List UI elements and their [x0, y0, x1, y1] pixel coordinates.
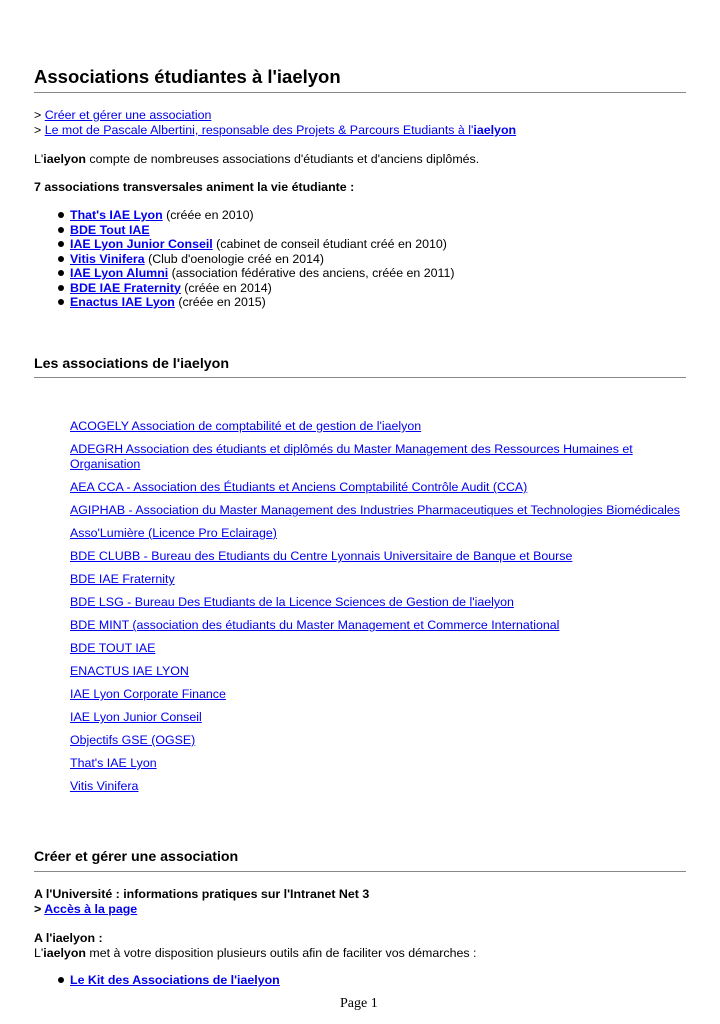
bullet-icon [58, 285, 64, 291]
pascale-albertini-link[interactable]: Le mot de Pascale Albertini, responsable des Projets & Parcours Etudiants à l'iaelyon [44, 123, 517, 137]
transversal-link[interactable]: IAE Lyon Alumni [70, 266, 169, 280]
association-link[interactable]: BDE LSG - Bureau Des Etudiants de la Licence Sciences de Gestion de l'iaelyon [70, 595, 514, 609]
top-link-word: > Le mot de Pascale Albertini, responsable des Projets & Parcours Etudiants à l'iaelyon [34, 123, 517, 137]
list-item [70, 572, 684, 587]
list-item [70, 710, 684, 725]
list-item [70, 419, 684, 434]
list-item [70, 664, 684, 679]
list-item [70, 549, 684, 564]
association-link[interactable]: Objectifs GSE (OGSE) [70, 733, 196, 747]
association-link[interactable]: Vitis Vinifera [70, 779, 139, 793]
transversal-link[interactable]: Vitis Vinifera [70, 251, 145, 266]
section-heading-associations: Les associations de l'iaelyon [34, 356, 229, 372]
bullet-icon [58, 270, 64, 276]
associations-list [70, 419, 684, 802]
list-item: BDE IAE Fraternity (créée en 2014) [34, 281, 455, 296]
page-number: Page 1 [340, 996, 378, 1011]
association-link[interactable]: BDE MINT (association des étudiants du Master Management et Commerce International [70, 618, 560, 632]
list-item: Vitis Vinifera (Club d'oenologie créé en 2014) [34, 252, 455, 267]
association-link[interactable]: That's IAE Lyon [70, 756, 157, 770]
page-title: Associations étudiantes à l'iaelyon [34, 66, 341, 87]
list-item: IAE Lyon Junior Conseil (cabinet de conseil étudiant créé en 2010) [34, 237, 455, 252]
bullet-icon [58, 241, 64, 247]
tools-list [34, 973, 280, 988]
list-item [70, 526, 684, 541]
list-item [70, 480, 684, 495]
bullet-icon [58, 299, 64, 305]
transversal-link[interactable]: BDE Tout IAE [70, 222, 150, 237]
access-page-link[interactable]: Accès à la page [44, 902, 138, 916]
section-rule [34, 871, 686, 872]
transversal-link[interactable]: BDE IAE Fraternity [70, 280, 181, 295]
list-item [34, 973, 280, 988]
section-rule [34, 377, 686, 378]
list-item [70, 687, 684, 702]
association-link[interactable]: AEA CCA - Association des Étudiants et Anciens Comptabilité Contrôle Audit (CCA) [70, 480, 528, 494]
university-link-line: > Accès à la page [34, 902, 138, 916]
association-link[interactable]: AGIPHAB - Association du Master Management des Industries Pharmaceutiques et Technologies Biomédicales [70, 503, 680, 517]
section-heading-create: Créer et gérer une association [34, 849, 239, 865]
intro-text: L'iaelyon compte de nombreuses associations d'étudiants et d'anciens diplômés. [34, 152, 480, 166]
kit-associations-link[interactable]: Le Kit des Associations de l'iaelyon [70, 973, 280, 987]
iaelyon-heading: A l'iaelyon : [34, 931, 103, 945]
list-item [70, 779, 684, 794]
association-link[interactable]: ENACTUS IAE LYON [70, 664, 189, 678]
create-association-link[interactable]: Créer et gérer une association [44, 108, 212, 122]
bullet-icon [58, 977, 64, 983]
list-item [70, 756, 684, 771]
association-link[interactable]: BDE TOUT IAE [70, 641, 156, 655]
list-item: That's IAE Lyon (créée en 2010) [34, 208, 455, 223]
transversal-list [34, 208, 455, 310]
list-item [70, 595, 684, 610]
transversal-link[interactable]: That's IAE Lyon [70, 208, 163, 222]
transversal-link[interactable]: IAE Lyon Junior Conseil [70, 237, 213, 251]
association-link[interactable]: BDE CLUBB - Bureau des Etudiants du Centre Lyonnais Universitaire de Banque et Bourse [70, 549, 573, 563]
association-link[interactable]: IAE Lyon Corporate Finance [70, 687, 226, 701]
list-item [70, 641, 684, 656]
transversal-link[interactable]: Enactus IAE Lyon [70, 295, 175, 309]
association-link[interactable]: IAE Lyon Junior Conseil [70, 710, 202, 724]
association-link[interactable]: ADEGRH Association des étudiants et diplômés du Master Management des Ressources Humaines et Organisation [70, 442, 633, 471]
association-link[interactable]: ACOGELY Association de comptabilité et de gestion de l'iaelyon [70, 419, 422, 433]
list-item [70, 618, 684, 633]
top-link-create: > Créer et gérer une association [34, 108, 212, 122]
list-item: IAE Lyon Alumni (association fédérative des anciens, créée en 2011) [34, 266, 455, 281]
bullet-icon [58, 212, 64, 218]
list-item [34, 223, 455, 238]
bullet-icon [58, 256, 64, 262]
university-heading: A l'Université : informations pratiques sur l'Intranet Net 3 [34, 887, 370, 901]
list-item: Enactus IAE Lyon (créée en 2015) [34, 295, 455, 310]
list-item [70, 503, 684, 518]
title-rule [34, 92, 686, 93]
iaelyon-text: L'iaelyon met à votre disposition plusieurs outils afin de faciliter vos démarches : [34, 946, 477, 960]
list-item [70, 733, 684, 748]
list-item [70, 442, 684, 472]
association-link[interactable]: BDE IAE Fraternity [70, 572, 175, 586]
association-link[interactable]: Asso'Lumière (Licence Pro Eclairage) [70, 526, 277, 540]
transversal-heading: 7 associations transversales animent la vie étudiante : [34, 180, 355, 194]
bullet-icon [58, 227, 64, 233]
